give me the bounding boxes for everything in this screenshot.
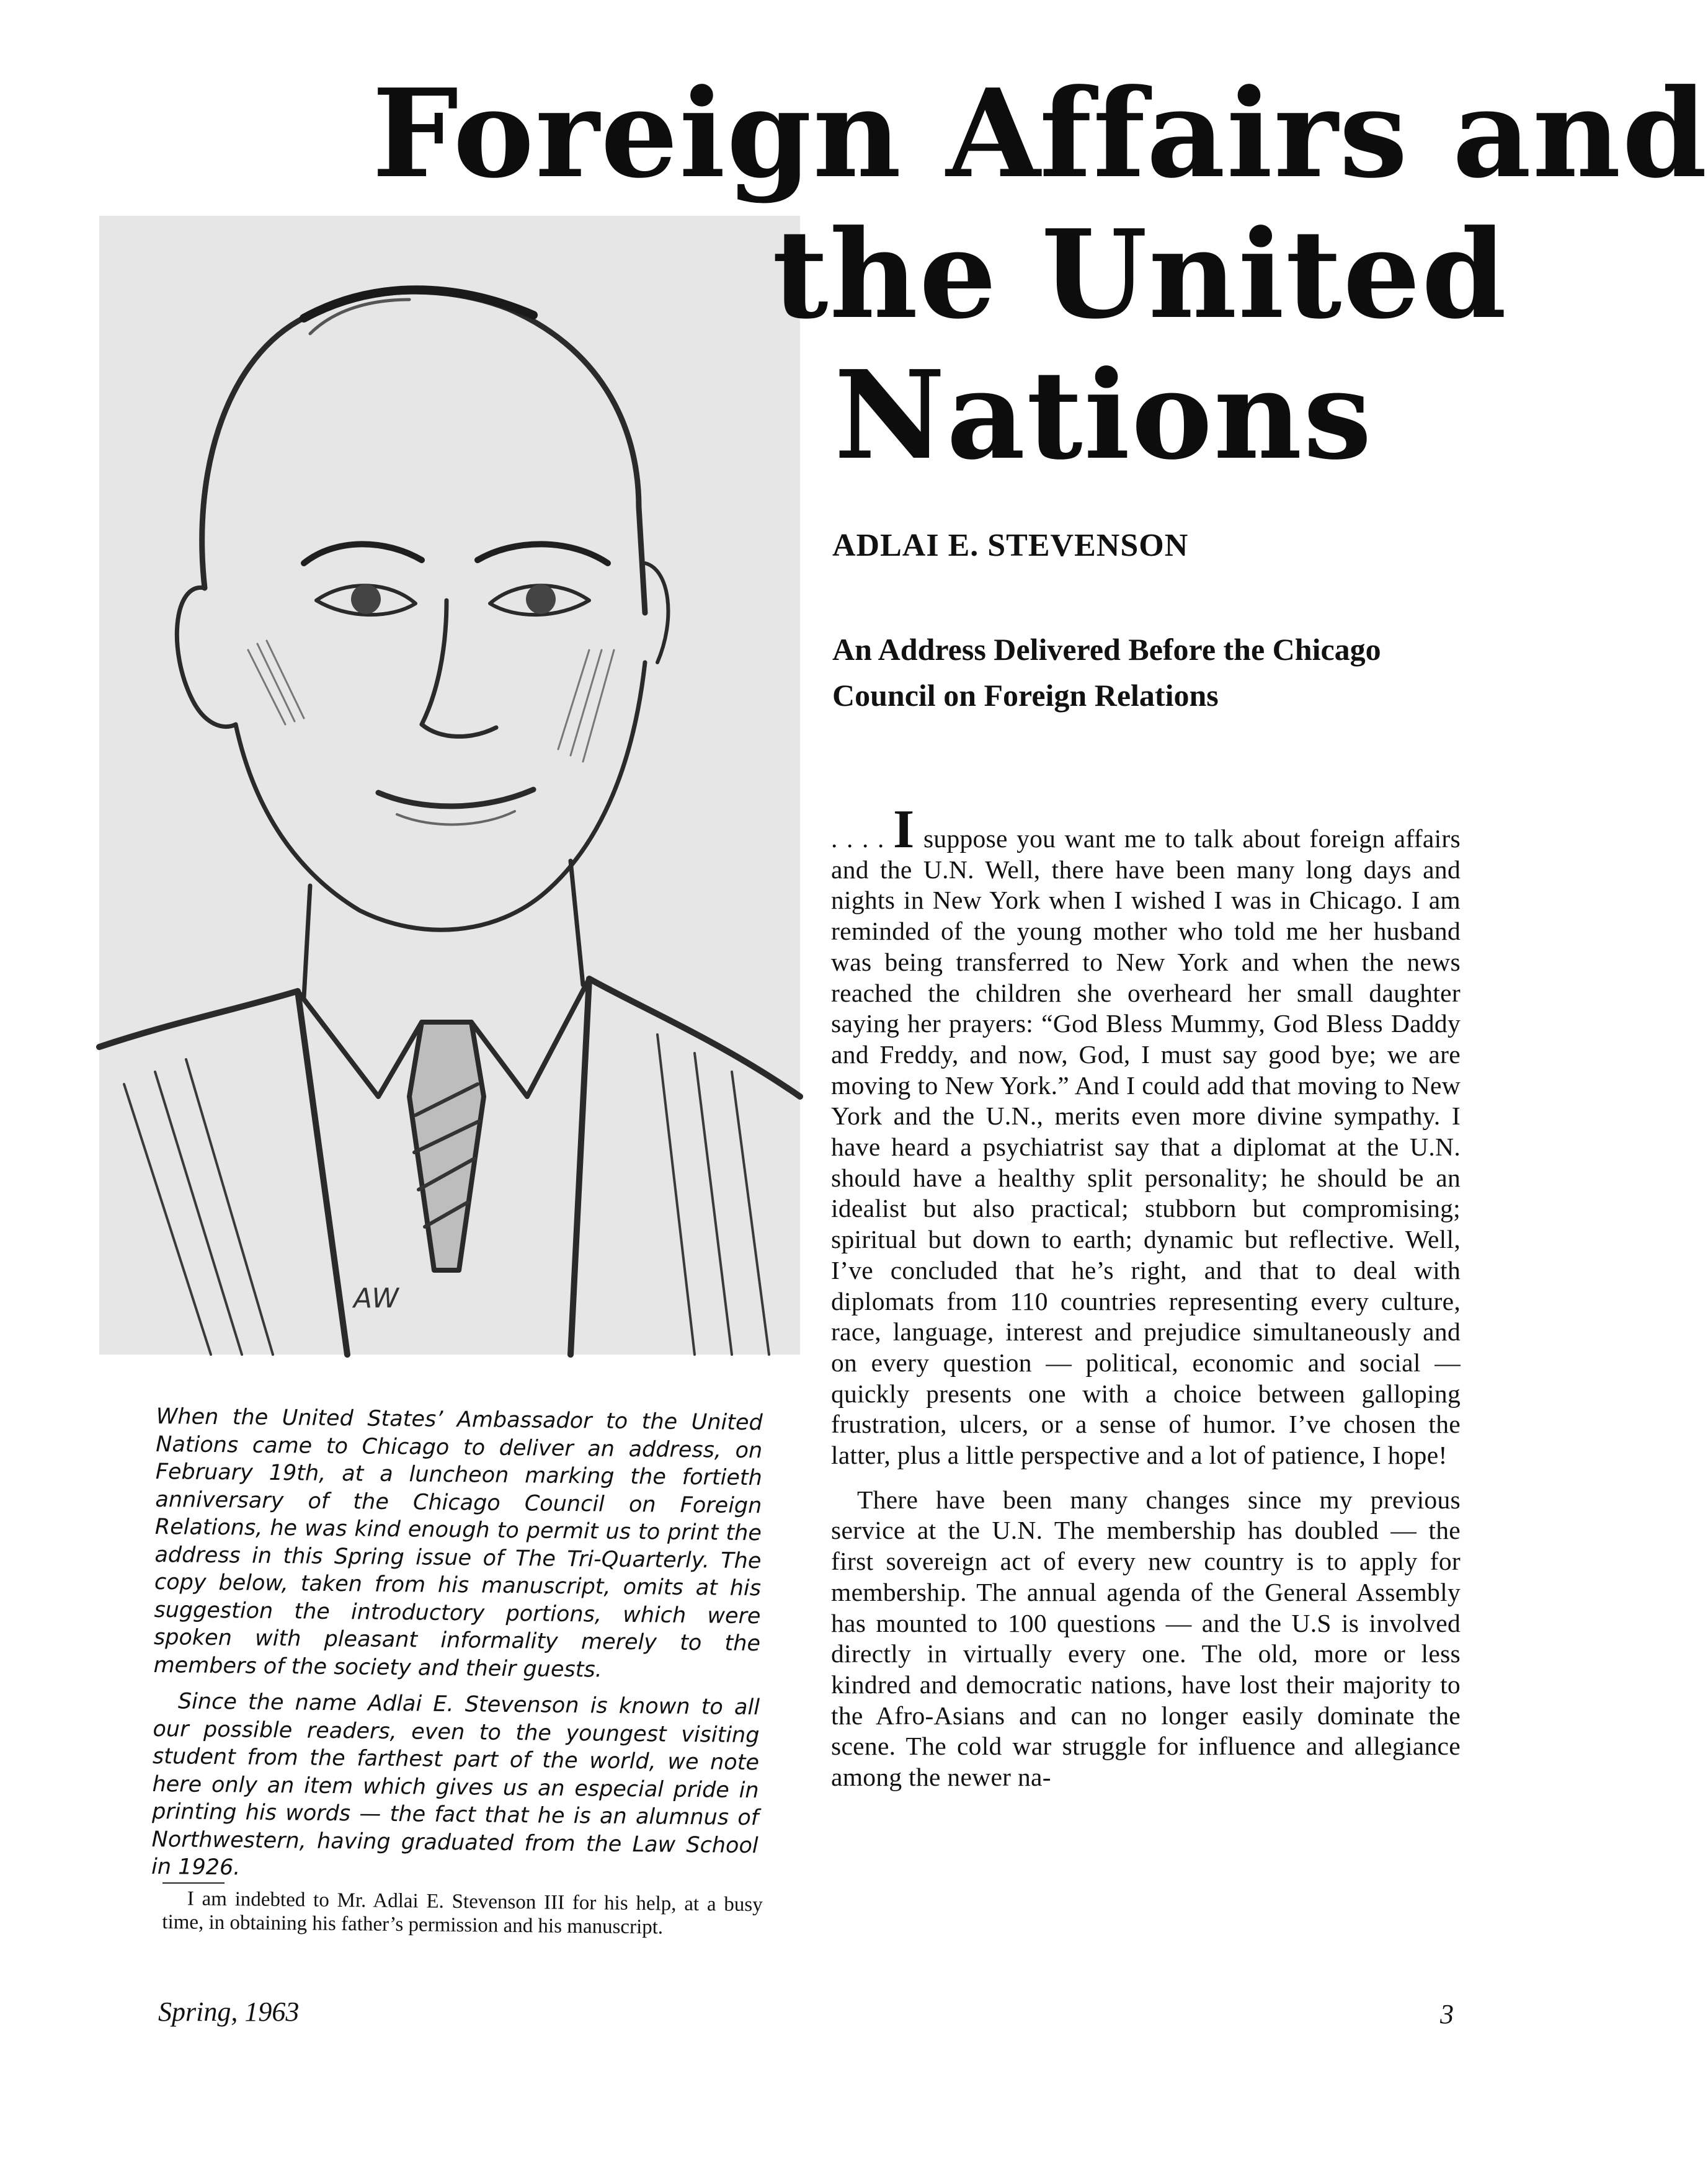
body-paragraph-2: There have been many changes since my previous service at the U.N. The membership has doubled — the first sovereign act of every new country is to apply for membership. The annual agenda of the General Assembly has mounted to 100 questions — and the U.S is involved directly in virtually every one. The old, more or less kindred and democratic nations, have lost their majority to the Afro-Asians and can no longer easily dominate the scene. The cold war struggle for influence and allegiance among the newer na-	[831, 1485, 1461, 1792]
article-body	[831, 799, 1461, 1793]
title-line-2: the United	[772, 203, 1508, 346]
portrait-sketch	[99, 216, 800, 1355]
author-byline: ADLAI E. STEVENSON	[832, 528, 1189, 563]
article-subtitle: An Address Delivered Before the Chicago Council on Foreign Relations	[832, 632, 1381, 713]
drop-cap: I	[893, 799, 915, 860]
issue-footer: Spring, 1963	[158, 1997, 300, 2027]
editor-note	[151, 1403, 763, 1887]
body-paragraph-1-text: suppose you want me to talk about foreign affairs and the U.N. Well, there have been many long days and nights in New York when I wished I was in Chicago. I am reminded of the young mother who told me her husband was being transferred to New York and when the news reached the children she overheard her small daughter saying her prayers: “God Bless Mummy, God Bless Daddy and Freddy, and now, God, I must say good bye; we are moving to New York.” And I could add that moving to New York and the U.N., merits even more divine sympathy. I have heard a psychiatrist say that a diplomat at the U.N. should have a healthy split personality; he should be an idealist but also practical; stubborn but compromising; spiritual but down to earth; dynamic but reflective. Well, I’ve concluded that he’s right, and that to deal with diplomats from 110 countries representing every culture, race, language, interest and prejudice simultaneously and on every question — political, economic and social — quickly presents one with a choice between galloping frustration, ulcers, or a sense of humor. I’ve chosen the latter, plus a little perspective and a lot of patience, I hope!	[831, 824, 1461, 1470]
footnote: I am indebted to Mr. Adlai E. Stevenson III for his help, at a busy time, in obtaining his father’s permission and his manuscript.	[162, 1887, 763, 1939]
editor-note-paragraph-1: When the United States’ Ambassador to the United Nations came to Chicago to deliver an address, on February 19th, at a luncheon marking the fortieth anniversary of the Chicago Council on Foreign Relations, he was kind enough to permit us to print the address in this Spring issue of The Tri-Quarterly. The copy below, taken from his manuscript, omits at his suggestion the introductory portions, which were spoken with pleasant informality merely to the members of the society and their guests.	[153, 1404, 763, 1683]
body-paragraph-1	[831, 799, 1461, 1471]
lead-ellipsis: . . . .	[831, 824, 884, 853]
artist-signature: AW	[354, 1283, 399, 1314]
page-number: 3	[1440, 1999, 1454, 2029]
footnote-rule	[162, 1882, 225, 1884]
editor-note-paragraph-2: Since the name Adlai E. Stevenson is known to all our possible readers, even to the youngest visiting student from the farthest part of the world, we note here only an item which gives us an especial pride in printing his words — the fact that he is an alumnus of Northwestern, having graduated from the Law School in 1926.	[151, 1689, 760, 1881]
title-line-3: Nations	[834, 344, 1373, 487]
title-line-1: Foreign Affairs and	[372, 63, 1708, 205]
